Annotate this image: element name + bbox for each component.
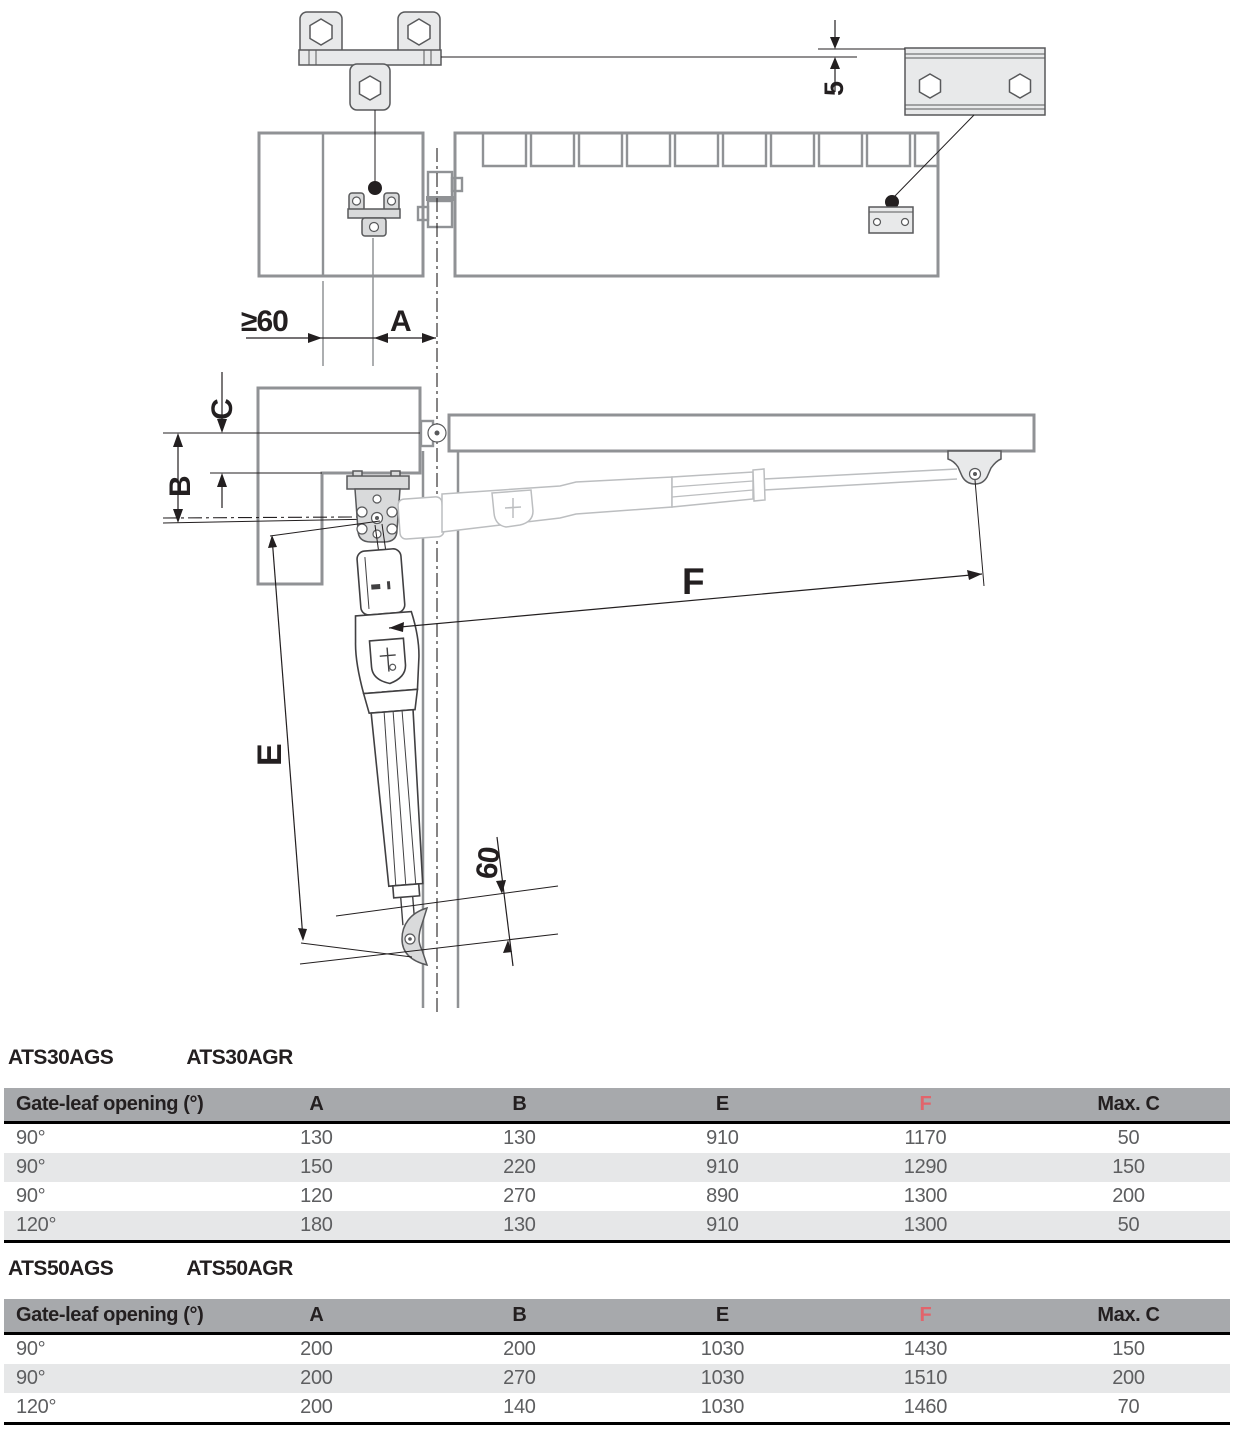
dim-5	[818, 20, 905, 96]
table-row	[4, 1153, 1230, 1182]
table-header-row	[4, 1299, 1230, 1334]
table-cell: 150	[300, 1156, 333, 1178]
table-row	[4, 1364, 1230, 1393]
table-cell: 130	[300, 1127, 333, 1149]
table-cell: 90°	[16, 1367, 46, 1389]
table-cell: 200	[300, 1367, 333, 1389]
gate-leaf-top-view	[455, 133, 938, 276]
dim-min60-A	[241, 238, 436, 366]
table-cell: 90°	[16, 1338, 46, 1360]
table-cell: 1030	[700, 1367, 745, 1389]
dim-60	[300, 837, 558, 966]
spec-tables	[0, 1046, 1234, 1425]
column-header: E	[621, 1299, 824, 1334]
table-cell: 1030	[621, 1393, 824, 1424]
model-name: ATS30AGR	[186, 1046, 293, 1069]
dim-label-60: 60	[470, 845, 507, 881]
column-header: Gate-leaf opening (°)	[4, 1299, 215, 1334]
hex-bolt	[1010, 74, 1031, 98]
gate-leaf-open-plan	[449, 415, 1034, 451]
came-logo-mark	[371, 584, 380, 590]
table-cell: 200	[1112, 1367, 1145, 1389]
table-cell: 180	[215, 1211, 418, 1242]
model-section	[4, 1257, 1230, 1425]
table-header-row	[4, 1088, 1230, 1123]
table-cell: 200	[215, 1393, 418, 1424]
dim-label-5: 5	[819, 81, 849, 96]
column-header: E	[621, 1088, 824, 1123]
table-row	[4, 1393, 1230, 1424]
table-cell: 200	[300, 1338, 333, 1360]
hex-bolt	[310, 19, 332, 45]
actuator-open	[348, 547, 440, 927]
model-names	[8, 1257, 1230, 1291]
leader-line	[893, 115, 974, 198]
dim-B	[163, 433, 378, 523]
column-header: B	[418, 1299, 621, 1334]
column-header: F	[824, 1088, 1027, 1123]
table-cell: 220	[503, 1156, 536, 1178]
table-cell: 90°	[16, 1185, 46, 1207]
table-cell: 1290	[903, 1156, 948, 1178]
dim-label-F: F	[682, 561, 704, 602]
table-cell: 200	[503, 1338, 536, 1360]
table-cell: 1300	[903, 1185, 948, 1207]
table-cell: 140	[418, 1393, 621, 1424]
table-cell: 910	[621, 1211, 824, 1242]
model-section	[4, 1046, 1230, 1243]
table-cell: 1460	[824, 1393, 1027, 1424]
front-bracket-mounted	[869, 207, 913, 233]
dim-label-min60: ≥60	[241, 305, 288, 338]
model-name: ATS50AGR	[186, 1257, 293, 1280]
table-cell: 270	[503, 1367, 536, 1389]
model-name: ATS30AGS	[8, 1046, 114, 1069]
dim-label-B: B	[164, 476, 197, 497]
table-row	[4, 1211, 1230, 1242]
column-header: Max. C	[1027, 1299, 1230, 1334]
dimensions-table	[4, 1299, 1230, 1425]
table-cell: 90°	[16, 1127, 46, 1149]
table-cell: 50	[1117, 1127, 1140, 1149]
hex-bolt	[920, 74, 941, 98]
table-cell: 150	[1112, 1156, 1145, 1178]
table-row	[4, 1182, 1230, 1211]
table-cell: 90°	[16, 1156, 46, 1178]
column-header: Max. C	[1027, 1088, 1230, 1123]
model-name: ATS50AGS	[8, 1257, 114, 1280]
table-cell: 1510	[903, 1367, 948, 1389]
actuator-closed-phantom	[398, 469, 957, 539]
table-cell: 910	[706, 1127, 739, 1149]
gate-pickets	[483, 134, 937, 166]
table-cell: 120°	[4, 1393, 215, 1424]
dim-label-E: E	[251, 744, 289, 766]
table-cell: 1030	[700, 1338, 745, 1360]
table-cell: 200	[1112, 1185, 1145, 1207]
front-bracket-detail	[905, 48, 1045, 115]
table-cell: 150	[1112, 1338, 1145, 1360]
dim-label-C: C	[206, 399, 239, 420]
column-header: Gate-leaf opening (°)	[4, 1088, 215, 1123]
model-names	[8, 1046, 1230, 1080]
leader-dot	[368, 181, 382, 195]
arrow-mark	[387, 581, 391, 589]
rear-bracket-mounted	[348, 193, 400, 236]
hex-bolt	[408, 19, 430, 45]
table-cell: 1170	[904, 1127, 947, 1149]
column-header: A	[215, 1088, 418, 1123]
table-row	[4, 1123, 1230, 1154]
table-cell: 910	[706, 1156, 739, 1178]
table-cell: 130	[418, 1211, 621, 1242]
table-cell: 1300	[824, 1211, 1027, 1242]
table-cell: 70	[1027, 1393, 1230, 1424]
table-cell: 120	[300, 1185, 333, 1207]
table-cell: 120°	[4, 1211, 215, 1242]
column-header: A	[215, 1299, 418, 1334]
table-cell: 270	[503, 1185, 536, 1207]
hex-bolt	[360, 76, 381, 100]
dimensions-table	[4, 1088, 1230, 1243]
dim-label-A: A	[390, 305, 411, 338]
rear-bracket-detail	[299, 12, 441, 110]
table-cell: 890	[706, 1185, 739, 1207]
table-cell: 130	[503, 1127, 536, 1149]
table-cell: 1430	[903, 1338, 948, 1360]
column-header: B	[418, 1088, 621, 1123]
hinge-plan-view	[421, 421, 446, 446]
column-header: F	[824, 1299, 1027, 1334]
table-cell: 50	[1027, 1211, 1230, 1242]
table-row	[4, 1334, 1230, 1365]
